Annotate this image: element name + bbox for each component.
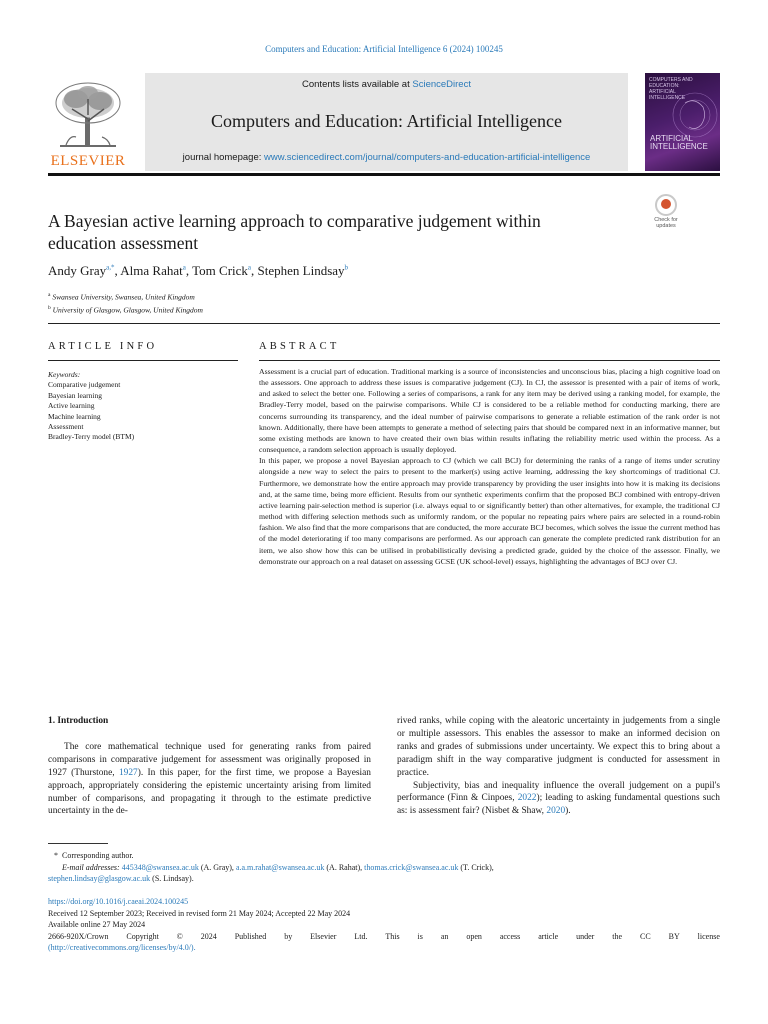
article-meta	[48, 896, 720, 954]
email-line	[48, 873, 720, 885]
keyword: Machine learning	[48, 411, 101, 421]
corresponding-note: * Corresponding author.	[54, 851, 134, 860]
author-affil-link[interactable]: a	[247, 263, 252, 272]
header-rule	[48, 173, 720, 176]
footnote-rule	[48, 843, 108, 844]
badge-text	[646, 217, 686, 229]
article-title: A Bayesian active learning approach to comparative judgement within education assessment	[48, 211, 541, 253]
homepage-prefix: journal homepage:	[182, 152, 265, 163]
email-link[interactable]: a.a.m.rahat@swansea.ac.uk	[235, 862, 325, 872]
keyword: Comparative judgement	[48, 380, 121, 390]
license-word: access	[499, 931, 521, 941]
author-name: Alma Rahat	[120, 263, 183, 278]
keywords-block	[48, 370, 238, 443]
journal-banner	[145, 73, 628, 171]
affiliation-text: University of Glasgow, Glasgow, United Kingdom	[52, 305, 203, 314]
license-word: Copyright	[126, 931, 159, 941]
license-word: BY	[668, 931, 680, 941]
email-owner: (A. Rahat),	[326, 862, 363, 872]
author-affil-link[interactable]: a	[182, 263, 186, 272]
abstract-paragraph: In this paper, we propose a novel Bayesian approach to CJ (which we call BCJ) for determining the ranks of a range of items under scrutiny alongside a new way to select the pairs to present to the marker(s) using active learning, addressing the key shortcomings of traditional CJ. Furthermore, we demonstrate how the entire approach may provide transparency by providing the user insights into how it is making its decisions and, at the same time, being more efficient. Results from our synthetic experiments confirm that the proposed BCJ combined with entropy-driven active learning pair-selection method is superior (i.e. always equal to or significantly better) than other alternatives, for example, the traditional CJ method with differing selection methods such as uniformly random, or the popular no repeating pairs where pairs are selected in a round-robin fashion. We also find that the more comparisons that are conducted, the more accurate BCJ becomes, which solves the issue the current method has of the model deteriorating if too many comparisons are performed. As our approach can generate the complete predicted rank distribution for an item, we also show how this can be utilised in probabilistically devising a predicted grade, guided by the choice of the assessor. Finally, we demonstrate our approach on a real dataset on assessing GCSE (UK school-level) essays, highlighting the advantages of BCJ over CJ.	[259, 456, 720, 566]
license-word: open	[466, 931, 482, 941]
check-for-updates-badge[interactable]	[646, 194, 686, 228]
author-name: Tom Crick	[192, 263, 248, 278]
license-word: 2666-920X/Crown	[48, 931, 109, 941]
text-run: ). In this paper, for the first time, we propose a Bayesian approach, appropriately considering the epistemic uncertainty arising from limited number of comparisons, and propagating it through to the estimate predictive uncertainty in the de-	[48, 767, 371, 817]
received-dates: Received 12 September 2023; Received in revised form 21 May 2024; Accepted 22 May 2024	[48, 908, 351, 918]
affiliation-marker: b	[48, 304, 51, 311]
author-affil-link[interactable]: a,*	[106, 263, 115, 272]
intro-heading: 1. Introduction	[48, 716, 109, 726]
author-list: Andy Gray$^{a,*}$, Alma Rahat$^a$, Tom Crick$^a$, Stephen Lindsay$^b$	[48, 263, 349, 278]
email-label: E-mail addresses:	[62, 862, 120, 872]
license-word: CC	[640, 931, 651, 941]
cover-title-line: INTELLIGENCE	[650, 142, 708, 151]
badge-line: updates	[656, 223, 676, 229]
author-name: Stephen Lindsay	[257, 263, 345, 278]
affiliation	[48, 290, 203, 303]
abstract-rule	[259, 360, 720, 361]
affiliations	[48, 290, 203, 315]
available-online: Available online 27 May 2024	[48, 920, 146, 930]
license-word: This	[385, 931, 400, 941]
journal-title: Computers and Education: Artificial Intelligence	[211, 111, 562, 131]
cover-line: ARTIFICIAL	[649, 89, 676, 95]
doi-link[interactable]: https://doi.org/10.1016/j.caeai.2024.100245	[48, 897, 189, 906]
elsevier-logo[interactable]	[48, 79, 128, 167]
sciencedirect-link[interactable]: ScienceDirect	[412, 79, 471, 90]
keyword: Bradley-Terry model (BTM)	[48, 432, 135, 442]
abstract-heading: ABSTRACT	[259, 341, 340, 352]
license-word: 2024	[200, 931, 217, 941]
keyword: Bayesian learning	[48, 390, 102, 400]
intro-left-column	[48, 715, 371, 818]
abstract-body	[259, 366, 720, 567]
journal-header	[48, 73, 720, 171]
license-word: license	[697, 931, 720, 941]
running-head[interactable]: Computers and Education: Artificial Intelligence 6 (2024) 100245	[265, 44, 503, 54]
footnotes	[48, 850, 720, 885]
badge-line: Check for	[654, 217, 678, 223]
citation-link[interactable]: 2022	[517, 793, 537, 804]
text-run: ); leading to asking fundamental questions such as: is assessment fair? (Nisbet & Shaw,	[397, 793, 720, 817]
cover-line: INTELLIGENCE	[649, 95, 686, 101]
email-link[interactable]: 445348@swansea.ac.uk	[121, 862, 199, 872]
license-word: article	[538, 931, 559, 941]
email-owner: (S. Lindsay).	[152, 874, 194, 883]
intro-paragraph: rived ranks, while coping with the aleatoric uncertainty in judgements from a single or multiple assessors. This enables the assessor to make an informed decision on ranks and grades of submissions under uncertainty. We expect this to bring about a paradigm shift in the way comparative judgment is conducted for assessment in practice.	[397, 716, 720, 778]
citation-link[interactable]: 1927	[118, 767, 138, 778]
license-word: by	[284, 931, 293, 941]
homepage-link[interactable]: www.sciencedirect.com/journal/computers-and-education-artificial-intelligence	[264, 152, 591, 163]
author-affil-link[interactable]: b	[344, 263, 349, 272]
article-info-rule	[48, 360, 238, 361]
cover-small-text	[649, 77, 693, 101]
journal-cover-image[interactable]	[645, 73, 720, 171]
email-link[interactable]: thomas.crick@swansea.ac.uk	[364, 862, 459, 872]
section-rule	[48, 323, 720, 324]
cover-title-line: ARTIFICIAL	[650, 134, 693, 143]
cover-line: EDUCATION:	[649, 83, 680, 89]
affiliation	[48, 303, 203, 316]
license-word: ©	[176, 931, 183, 941]
author-name: Andy Gray	[48, 263, 107, 278]
license-word: is	[417, 931, 423, 941]
abstract-paragraph: Assessment is a crucial part of education. Traditional marking is a source of inconsistencies and unconscious bias, placing a high cognitive load on the assessors. One approach to address these issues is comparative judgement (CJ). In CJ, the assessor is presented with a pair of items of work, and asked to select the better one. Following a series of comparisons, a rank for any item may be derived using a ranking model, for example, the Bradley-Terry model, based on the pairwise comparisons. While CJ is considered to be a reliable method for conducting marking, there are concerns surrounding its transparency, and the ideal number of pairwise comparisons to generate a reliable estimation of the rank order is not known. Additionally, there have been attempts to generate a method of selecting pairs that should be compared next in an informative manner, but some existing methods are known to have created their own bias within results inflating the reliability metric used within the process. As a consequence, a random selection approach is usually deployed.	[259, 367, 720, 455]
license-link[interactable]: (http://creativecommons.org/licenses/by/4.0/).	[48, 943, 196, 953]
contents-prefix: Contents lists available at	[302, 79, 413, 90]
check-updates-icon	[655, 194, 677, 216]
license-line	[48, 931, 720, 943]
license-word: under	[576, 931, 595, 941]
affiliation-text: Swansea University, Swansea, United Kingdom	[52, 292, 195, 302]
intro-paragraph	[48, 741, 371, 818]
keyword: Assessment	[48, 422, 84, 432]
affiliation-marker: a	[48, 292, 51, 298]
email-owner: (A. Gray),	[200, 862, 234, 872]
elsevier-wordmark: ELSEVIER	[50, 153, 126, 169]
email-owner: (T. Crick),	[460, 862, 494, 872]
license-word: Published	[234, 931, 267, 941]
keywords-label: Keywords:	[48, 370, 81, 379]
cover-line: COMPUTERS AND	[649, 77, 693, 83]
contents-line	[145, 79, 628, 90]
elsevier-tree-icon	[52, 79, 124, 151]
license-word: Ltd.	[354, 931, 368, 941]
email-line	[48, 862, 720, 874]
license-word: an	[440, 931, 449, 941]
cover-title	[650, 135, 708, 151]
keyword: Active learning	[48, 401, 95, 411]
intro-paragraph	[397, 780, 720, 819]
license-word: Elsevier	[310, 931, 337, 941]
email-link[interactable]: stephen.lindsay@glasgow.ac.uk	[48, 874, 151, 883]
text-run: The core mathematical technique used for generating ranks from paired comparisons in comparative judgement for assessment was originally proposed in 1927 (Thurstone,	[48, 741, 371, 778]
text-run: ).	[565, 806, 571, 817]
article-info-heading: ARTICLE INFO	[48, 341, 158, 352]
license-word: the	[612, 931, 623, 941]
text-run: Subjectivity, bias and inequality influence the overall judgement on a pupil's performance (Finn & Cinpoes,	[397, 780, 720, 804]
homepage-line	[145, 152, 628, 163]
citation-link[interactable]: 2020	[546, 806, 566, 817]
corresponding-text: Corresponding author.	[62, 851, 134, 860]
intro-right-column	[397, 715, 720, 818]
